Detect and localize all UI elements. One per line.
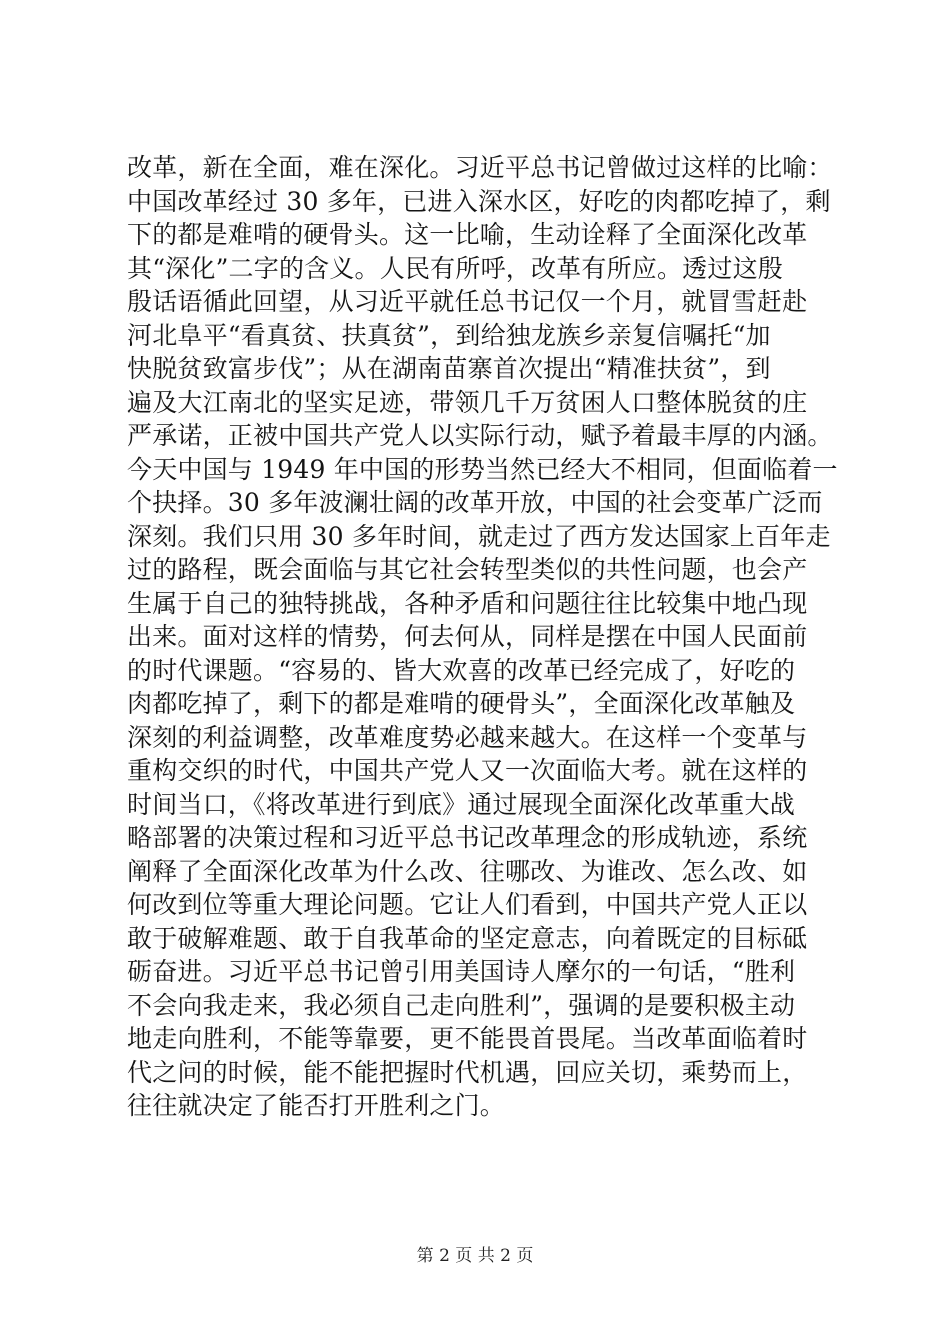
page-footer: 第 2 页 共 2 页 <box>416 1246 534 1266</box>
text-line: 遍及大江南北的坚实足迹，带领几千万贫困人口整体脱贫的庄 <box>127 387 808 417</box>
text-line: 个抉择。30 多年波澜壮阔的改革开放，中国的社会变革广泛而 <box>127 488 823 517</box>
text-line: 阐释了全面深化改革为什么改、往哪改、为谁改、怎么改、如 <box>127 856 808 886</box>
text-line: 中国改革经过 30 多年，已进入深水区，好吃的肉都吃掉了，剩 <box>127 186 831 216</box>
text-line: 略部署的决策过程和习近平总书记改革理念的形成轨迹，系统 <box>127 823 808 852</box>
text-line: 严承诺，正被中国共产党人以实际行动，赋予着最丰厚的内涵。 <box>127 421 833 450</box>
text-line: 往往就决定了能否打开胜利之门。 <box>127 1091 506 1120</box>
text-line: 何改到位等重大理论问题。它让人们看到，中国共产党人正以 <box>127 890 808 919</box>
text-line: 下的都是难啃的硬骨头。这一比喻，生动诠释了全面深化改革 <box>127 220 808 249</box>
text-line: 快脱贫致富步伐”；从在湖南苗寨首次提出“精准扶贫”，到 <box>127 354 771 383</box>
text-line: 今天中国与 1949 年中国的形势当然已经大不相同，但面临着一 <box>127 454 838 484</box>
text-line: 过的路程，既会面临与其它社会转型类似的共性问题，也会产 <box>127 555 808 584</box>
text-line: 河北阜平“看真贫、扶真贫”，到给独龙族乡亲复信嘱托“加 <box>127 320 771 350</box>
text-line: 敢于破解难题、敢于自我革命的坚定意志，向着既定的目标砥 <box>127 923 808 953</box>
text-line: 殷话语循此回望，从习近平就任总书记仅一个月，就冒雪赶赴 <box>127 287 808 316</box>
text-line: 深刻的利益调整，改革难度势必越来越大。在这样一个变革与 <box>127 722 808 752</box>
body-paragraph <box>127 151 857 1123</box>
text-line: 其“深化”二字的含义。人民有所呼，改革有所应。透过这殷 <box>127 253 783 283</box>
text-line: 地走向胜利，不能等靠要，更不能畏首畏尾。当改革面临着时 <box>127 1024 808 1053</box>
text-line: 改革，新在全面，难在深化。习近平总书记曾做过这样的比喻： <box>127 153 833 182</box>
text-line: 不会向我走来，我必须自己走向胜利”，强调的是要积极主动 <box>127 990 796 1020</box>
text-line: 深刻。我们只用 30 多年时间，就走过了西方发达国家上百年走 <box>127 521 831 551</box>
text-line: 重构交织的时代，中国共产党人又一次面临大考。就在这样的 <box>127 756 808 785</box>
text-line: 时间当口，《将改革进行到底》通过展现全面深化改革重大战 <box>127 789 795 819</box>
text-line: 的时代课题。“容易的、皆大欢喜的改革已经完成了，好吃的 <box>127 655 796 685</box>
text-line: 生属于自己的独特挑战，各种矛盾和问题往往比较集中地凸现 <box>127 588 808 618</box>
text-line: 砺奋进。习近平总书记曾引用美国诗人摩尔的一句话，“胜利 <box>127 957 796 986</box>
text-line: 出来。面对这样的情势，何去何从，同样是摆在中国人民面前 <box>127 622 808 651</box>
text-line: 肉都吃掉了，剩下的都是难啃的硬骨头”，全面深化改革触及 <box>127 689 796 718</box>
text-line: 代之问的时候，能不能把握时代机遇，回应关切，乘势而上， <box>127 1057 808 1087</box>
